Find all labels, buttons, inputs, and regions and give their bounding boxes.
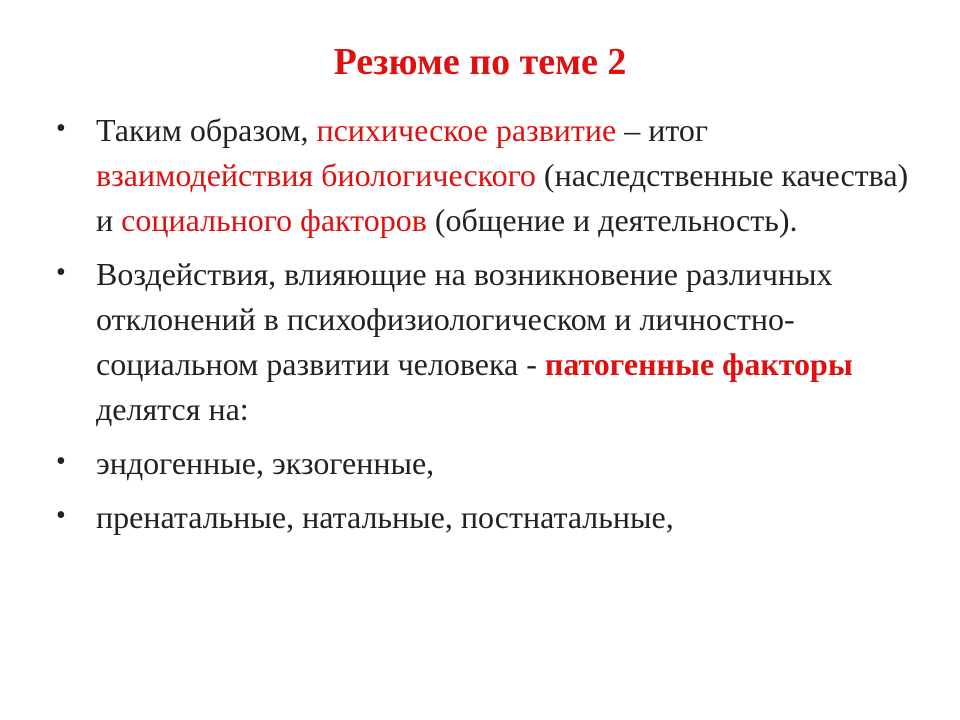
bullet-text-2: [96, 256, 853, 427]
text-segment: (общение и деятельность).: [426, 202, 798, 238]
bullet-icon: •: [56, 500, 66, 531]
highlight-term: социального факторов: [121, 202, 427, 238]
bullet-item-2: [56, 252, 916, 432]
bullet-list: [56, 108, 916, 549]
slide-title: Резюме по теме 2: [333, 41, 627, 83]
bullet-item-1: [56, 108, 916, 243]
bullet-item-4: [56, 495, 916, 540]
text-segment: (наследственные качества) и: [96, 157, 909, 238]
bullet-text-3: эндогенные, экзогенные,: [96, 445, 435, 481]
bullet-icon: •: [56, 257, 66, 288]
highlight-term: взаимодействия биологического: [96, 157, 536, 193]
text-segment: Таким образом,: [96, 112, 317, 148]
text-segment: – итог: [616, 112, 709, 148]
highlight-term: психическое развитие: [316, 112, 617, 148]
text-segment: Воздействия, влияющие на возникновение различных отклонений в психофизиологическом и личностно-социальном развитии человека -: [96, 256, 833, 382]
highlight-term-bold: патогенные факторы: [544, 346, 853, 382]
bullet-text-4: пренатальные, натальные, постнатальные,: [96, 499, 674, 535]
bullet-item-3: [56, 441, 916, 486]
bullet-icon: •: [56, 113, 66, 144]
text-segment: делятся на:: [96, 391, 249, 427]
bullet-icon: •: [56, 446, 66, 477]
bullet-text-1: [96, 112, 908, 238]
